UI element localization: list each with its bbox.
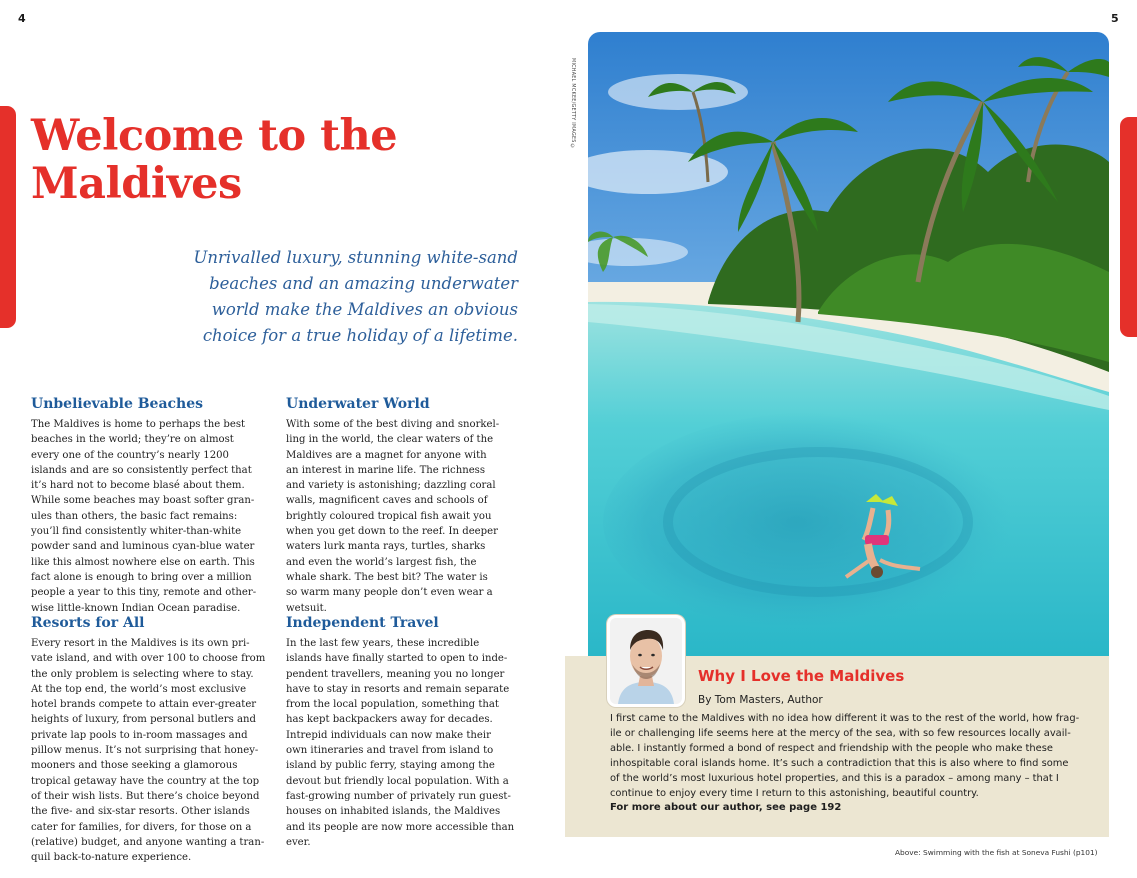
body-line: walls, magnificent caves and schools of xyxy=(286,495,488,507)
body-line: powder sand and luminous cyan-blue water xyxy=(31,541,255,553)
body-line: you’ll find consistently whiter-than-white xyxy=(31,526,242,538)
body-line: islands and are so consistently perfect that xyxy=(31,464,252,476)
section-body-independent xyxy=(286,636,526,850)
body-line: the five- and six-star resorts. Other islands xyxy=(31,806,250,818)
page-title xyxy=(31,112,451,208)
body-line: vate island, and with over 100 to choose from xyxy=(31,653,266,665)
author-text-line: continue to enjoy every time I return to this astonishing, beautiful country. xyxy=(610,787,979,799)
section-heading-independent: Independent Travel xyxy=(286,615,439,631)
body-line: ever. xyxy=(286,836,311,848)
author-avatar xyxy=(607,615,685,707)
author-text-line: inhospitable coral islands home. It’s such a contradiction that this is also where to find some xyxy=(610,757,1069,769)
photo-caption: Above: Swimming with the fish at Soneva Fushi (p101) xyxy=(895,848,1098,857)
body-line: In the last few years, these incredible xyxy=(286,638,480,649)
author-text-line: of the world’s most luxurious hotel properties, and this is a paradox – among many – that I xyxy=(610,772,1059,784)
body-line: hotel brands compete to attain ever-greater xyxy=(31,699,257,711)
author-portrait-icon xyxy=(610,618,682,704)
body-line: The Maldives is home to perhaps the best xyxy=(31,419,246,430)
body-line: and even the world’s largest fish, the xyxy=(286,556,477,568)
body-line: every one of the country’s nearly 1200 xyxy=(31,449,229,461)
body-line: pillow menus. It’s not surprising that honey- xyxy=(31,745,259,757)
body-line: like this almost nowhere else on earth. This xyxy=(31,556,255,568)
body-line: so warm many people don’t even wear a xyxy=(286,587,493,599)
intro-line: Unrivalled luxury, stunning white-sand xyxy=(193,248,518,267)
body-line: has kept backpackers away for decades. xyxy=(286,714,493,726)
body-line: beaches in the world; they’re on almost xyxy=(31,434,234,446)
page-number-left: 4 xyxy=(18,12,26,25)
body-line: ling in the world, the clear waters of the xyxy=(286,434,494,446)
body-line: devout but friendly local population. With a xyxy=(286,775,509,787)
body-line: the only problem is selecting where to stay. xyxy=(31,668,254,680)
author-text-line: I first came to the Maldives with no idea how different it was to the rest of the world, how frag- xyxy=(610,713,1080,724)
body-line: Intrepid individuals can now make their xyxy=(286,729,491,741)
section-body-beaches xyxy=(31,417,271,616)
island-photo-illustration xyxy=(588,32,1109,656)
body-line: have to stay in resorts and remain separate xyxy=(286,683,510,695)
body-line: While some beaches may boast softer gran- xyxy=(31,495,255,507)
title-line-1: Welcome to the xyxy=(31,111,398,161)
body-line: whale shark. The best bit? The water is xyxy=(286,571,488,583)
body-line: people a year to this tiny, remote and other- xyxy=(31,587,257,599)
chapter-tab-left xyxy=(0,106,16,328)
author-more-link: For more about our author, see page 192 xyxy=(610,802,842,813)
title-line-2: Maldives xyxy=(31,159,242,209)
body-line: own itineraries and travel from island to xyxy=(286,745,494,757)
body-line: brightly coloured tropical fish await you xyxy=(286,510,492,522)
body-line: With some of the best diving and snorkel- xyxy=(286,419,500,430)
body-line: wetsuit. xyxy=(286,602,327,614)
body-line: fast-growing number of privately run guest- xyxy=(286,790,511,802)
body-line: heights of luxury, from personal butlers and xyxy=(31,714,256,726)
photo-credit: MICHAEL MCKEE/GETTY IMAGES © xyxy=(570,58,575,150)
body-line: (relative) budget, and anyone wanting a tran- xyxy=(31,836,265,848)
body-line: Maldives are a magnet for anyone with xyxy=(286,449,487,461)
body-line: wise little-known Indian Ocean paradise. xyxy=(31,602,241,614)
section-body-underwater xyxy=(286,417,526,616)
intro-line: world make the Maldives an obvious xyxy=(211,300,518,319)
body-line: cater for families, for divers, for those on a xyxy=(31,821,252,833)
page-number-right: 5 xyxy=(1111,12,1119,25)
body-line: island by public ferry, staying among the xyxy=(286,760,495,772)
body-line: fact alone is enough to bring over a million xyxy=(31,571,252,583)
body-line: mooners and those seeking a glamorous xyxy=(31,760,238,772)
intro-paragraph xyxy=(140,245,518,349)
body-line: of their wish lists. But there’s choice beyond xyxy=(31,790,260,802)
body-line: private lap pools to in-room massages and xyxy=(31,729,248,741)
author-text-line: ile or challenging life seems here at the mercy of the sea, with so few resources locally avail- xyxy=(610,727,1071,739)
section-heading-underwater: Underwater World xyxy=(286,396,430,412)
body-line: waters lurk manta rays, turtles, sharks xyxy=(286,541,486,553)
body-line: an interest in marine life. The richness xyxy=(286,464,486,476)
section-body-resorts xyxy=(31,636,271,865)
body-line: it’s hard not to become blasé about them. xyxy=(31,480,245,492)
body-line: and variety is astonishing; dazzling coral xyxy=(286,480,496,492)
body-line: from the local population, something that xyxy=(286,699,499,711)
body-line: Every resort in the Maldives is its own pri- xyxy=(31,638,250,649)
body-line: pendent travellers, meaning you no longer xyxy=(286,668,505,680)
body-line: tropical getaway have the country at the top xyxy=(31,775,260,787)
body-line: islands have finally started to open to inde- xyxy=(286,653,508,665)
author-text-line: able. I instantly formed a bond of respect and friendship with the people who make these xyxy=(610,742,1053,754)
author-box-text xyxy=(610,712,1088,801)
body-line: houses on inhabited islands, the Maldives xyxy=(286,806,501,818)
body-line: when you get down to the reef. In deeper xyxy=(286,526,498,538)
hero-photo xyxy=(588,32,1109,656)
body-line: ules than others, the basic fact remains: xyxy=(31,510,238,522)
author-box-title: Why I Love the Maldives xyxy=(698,667,905,685)
body-line: and its people are now more accessible than xyxy=(286,821,515,833)
body-line: At the top end, the world’s most exclusive xyxy=(31,683,247,695)
section-heading-beaches: Unbelievable Beaches xyxy=(31,396,204,412)
intro-line: choice for a true holiday of a lifetime. xyxy=(202,326,518,345)
chapter-tab-right xyxy=(1120,117,1137,337)
author-byline: By Tom Masters, Author xyxy=(698,694,823,706)
intro-line: beaches and an amazing underwater xyxy=(209,274,518,293)
section-heading-resorts: Resorts for All xyxy=(31,615,145,631)
body-line: quil back-to-nature experience. xyxy=(31,852,192,864)
